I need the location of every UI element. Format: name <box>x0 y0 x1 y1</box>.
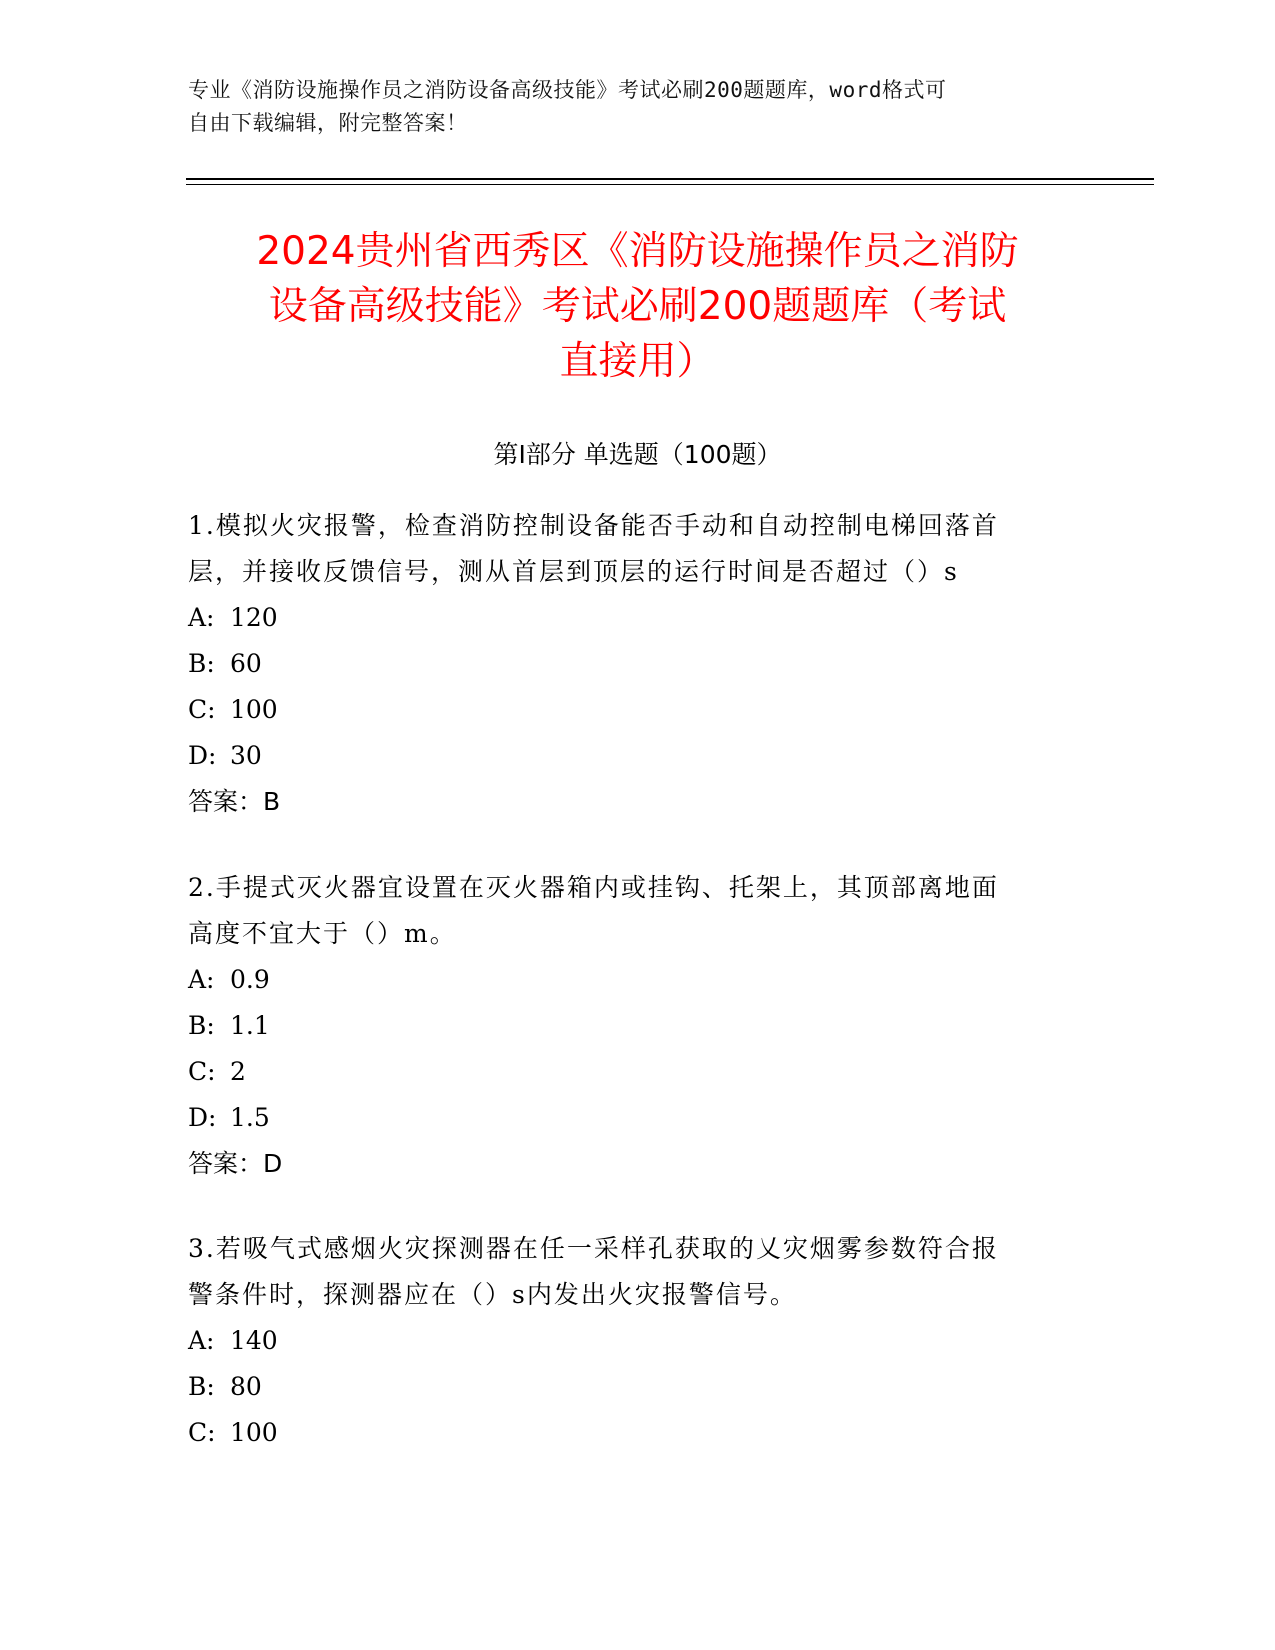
option-value: 1.1 <box>230 1011 270 1040</box>
header-divider-thin <box>186 184 1154 185</box>
option-key: A: <box>188 1326 215 1355</box>
option-value: 100 <box>230 1418 278 1447</box>
question-stem-line-1: 2.手提式灭火器宜设置在灭火器箱内或挂钩、托架上，其顶部离地面 <box>188 873 999 902</box>
answer: 答案：D <box>188 1149 283 1178</box>
option-value: 0.9 <box>230 965 270 994</box>
question-stem-line-1: 1.模拟火灾报警，检查消防控制设备能否手动和自动控制电梯回落首 <box>188 511 999 540</box>
question-stem-line-2: 高度不宜大于（）m。 <box>188 919 457 948</box>
header-line-1: 专业《消防设施操作员之消防设备高级技能》考试必刷200题题库，word格式可 <box>188 78 947 102</box>
option-value: 140 <box>230 1326 278 1355</box>
question-1 <box>188 503 1068 825</box>
option-value: 1.5 <box>230 1103 270 1132</box>
option-b <box>188 1364 1068 1410</box>
question-2 <box>188 865 1068 1187</box>
question-stem-line-2: 层，并接收反馈信号，测从首层到顶层的运行时间是否超过（）s <box>188 557 959 586</box>
option-value: 2 <box>230 1057 246 1086</box>
option-a <box>188 595 1068 641</box>
option-key: B: <box>188 649 215 678</box>
answer: 答案：B <box>188 787 281 816</box>
option-a <box>188 1318 1068 1364</box>
option-key: D: <box>188 741 217 770</box>
option-d <box>188 733 1068 779</box>
option-a <box>188 957 1068 1003</box>
option-key: A: <box>188 965 215 994</box>
option-value: 80 <box>230 1372 262 1401</box>
option-c <box>188 687 1068 733</box>
option-key: C: <box>188 1418 216 1447</box>
option-key: B: <box>188 1011 215 1040</box>
title-line-1: 2024贵州省西秀区《消防设施操作员之消防 <box>256 229 1019 274</box>
header-divider-thick <box>186 178 1154 180</box>
option-key: C: <box>188 695 216 724</box>
option-value: 30 <box>230 741 262 770</box>
question-stem-line-2: 警条件时，探测器应在（）s内发出火灾报警信号。 <box>188 1280 797 1309</box>
option-c <box>188 1049 1068 1095</box>
option-b <box>188 641 1068 687</box>
option-value: 60 <box>230 649 262 678</box>
option-d <box>188 1095 1068 1141</box>
option-key: A: <box>188 603 215 632</box>
section-title: 第I部分 单选题（100题） <box>493 440 782 469</box>
option-key: B: <box>188 1372 215 1401</box>
document-title <box>180 224 1095 389</box>
option-b <box>188 1003 1068 1049</box>
document-header <box>188 74 1068 140</box>
option-value: 100 <box>230 695 278 724</box>
option-key: D: <box>188 1103 217 1132</box>
title-line-2: 设备高级技能》考试必刷200题题库（考试 <box>268 284 1007 329</box>
option-key: C: <box>188 1057 216 1086</box>
option-c <box>188 1410 1068 1456</box>
question-stem-line-1: 3.若吸气式感烟火灾探测器在任一采样孔获取的乂灾烟雾参数符合报 <box>188 1234 999 1263</box>
option-value: 120 <box>230 603 278 632</box>
question-3 <box>188 1226 1068 1456</box>
header-line-2: 自由下载编辑，附完整答案！ <box>188 111 468 135</box>
title-line-3: 直接用） <box>559 339 716 384</box>
